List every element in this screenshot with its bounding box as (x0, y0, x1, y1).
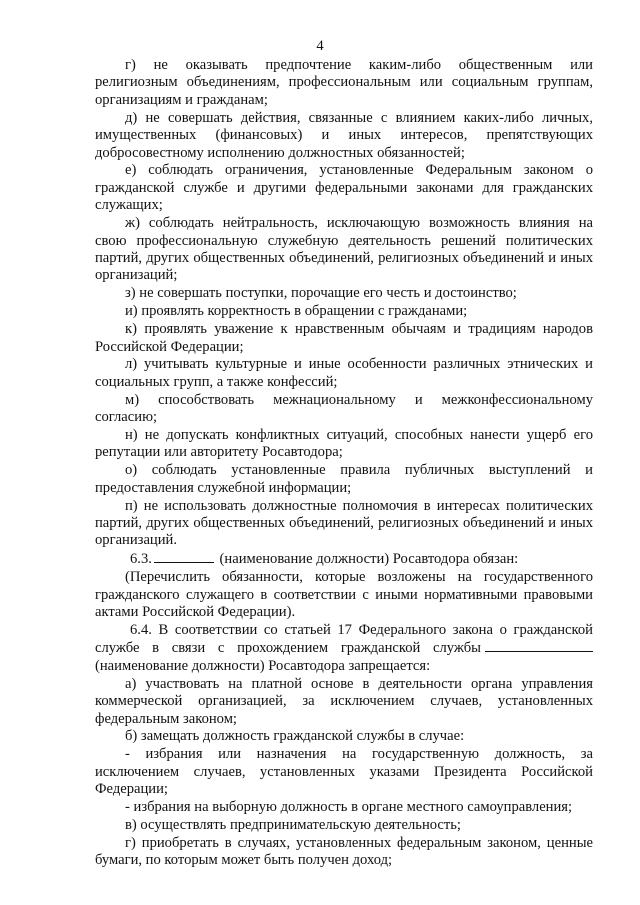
prohibition-a: а) участвовать на платной основе в деятельности органа управления коммерческой организацией, за исключением случаев, установленных федеральным законом; (95, 675, 593, 727)
item-e: е) соблюдать ограничения, установленные Федеральным законом о гражданской службе и другими федеральными законами для гражданских служащих; (95, 162, 593, 214)
item-i: и) проявлять корректность в обращении с гражданами; (125, 303, 468, 320)
prohibition-b1: - избрания или назначения на государственную должность, за исключением случаев, установленных указами Президента Российской Федерации; (95, 746, 593, 798)
item-d: д) не совершать действия, связанные с влиянием каких-либо личных, имущественных (финансовых) и иных интересов, препятствующих добросовестному исполнению должностных обязанностей; (95, 109, 593, 161)
fill-in-blank (154, 550, 214, 563)
page-number: 4 (316, 38, 324, 54)
item-k: к) проявлять уважение к нравственным обычаям и традициям народов Российской Федерации; (95, 321, 593, 355)
item-m: м) способствовать межнациональному и межконфессиональному согласию; (95, 391, 593, 426)
prohibition-v: в) осуществлять предпринимательскую деятельность; (125, 816, 461, 833)
section-6-4-text2: (наименование должности) Росавтодора запрещается: (95, 657, 431, 674)
item-g: г) не оказывать предпочтение каким-либо общественным или религиозным объединениям, профессиональным или социальным группам, организациям и гражданам; (95, 57, 593, 108)
item-o: о) соблюдать установленные правила публичных выступлений и предоставления служебной информации; (95, 462, 593, 496)
item-p: п) не использовать должностные полномочия в интересах политических партий, других общественных объединений, религиозных объединений и иных организаций. (95, 497, 593, 549)
item-z: з) не совершать поступки, порочащие его честь и достоинство; (125, 285, 517, 302)
section-6-3-note: (Перечислить обязанности, которые возложены на государственного гражданского служащего в соответствии с иными нормативными правовыми актами Российской Федерации). (95, 569, 593, 621)
document-body (95, 57, 593, 870)
section-6-3 (95, 550, 593, 568)
item-zh: ж) соблюдать нейтральность, исключающую возможность влияния на свою профессиональную служебную деятельность решений политических партий, других общественных объединений, религиозных объединений и иных организаций; (95, 215, 593, 284)
item-l: л) учитывать культурные и иные особенности различных этнических и социальных групп, а также конфессий; (95, 356, 593, 390)
prohibition-b: б) замещать должность гражданской службы в случае: (125, 728, 465, 745)
section-6-4-text: 6.4. В соответствии со статьей 17 Федерального закона о гражданской службе в связи с прохождением гражданской службы (95, 622, 593, 657)
section-6-4 (95, 622, 593, 675)
section-6-3-text: (наименование должности) Росавтодора обязан: (219, 551, 519, 568)
item-n: н) не допускать конфликтных ситуаций, способных нанести ущерб его репутации или авторитету Росавтодора; (95, 427, 593, 461)
fill-in-blank (485, 639, 593, 652)
section-6-3-number: 6.3. (130, 551, 152, 568)
prohibition-b2: - избрания на выборную должность в органе местного самоуправления; (125, 799, 573, 816)
prohibition-g: г) приобретать в случаях, установленных федеральным законом, ценные бумаги, по которым может быть получен доход; (95, 834, 593, 869)
